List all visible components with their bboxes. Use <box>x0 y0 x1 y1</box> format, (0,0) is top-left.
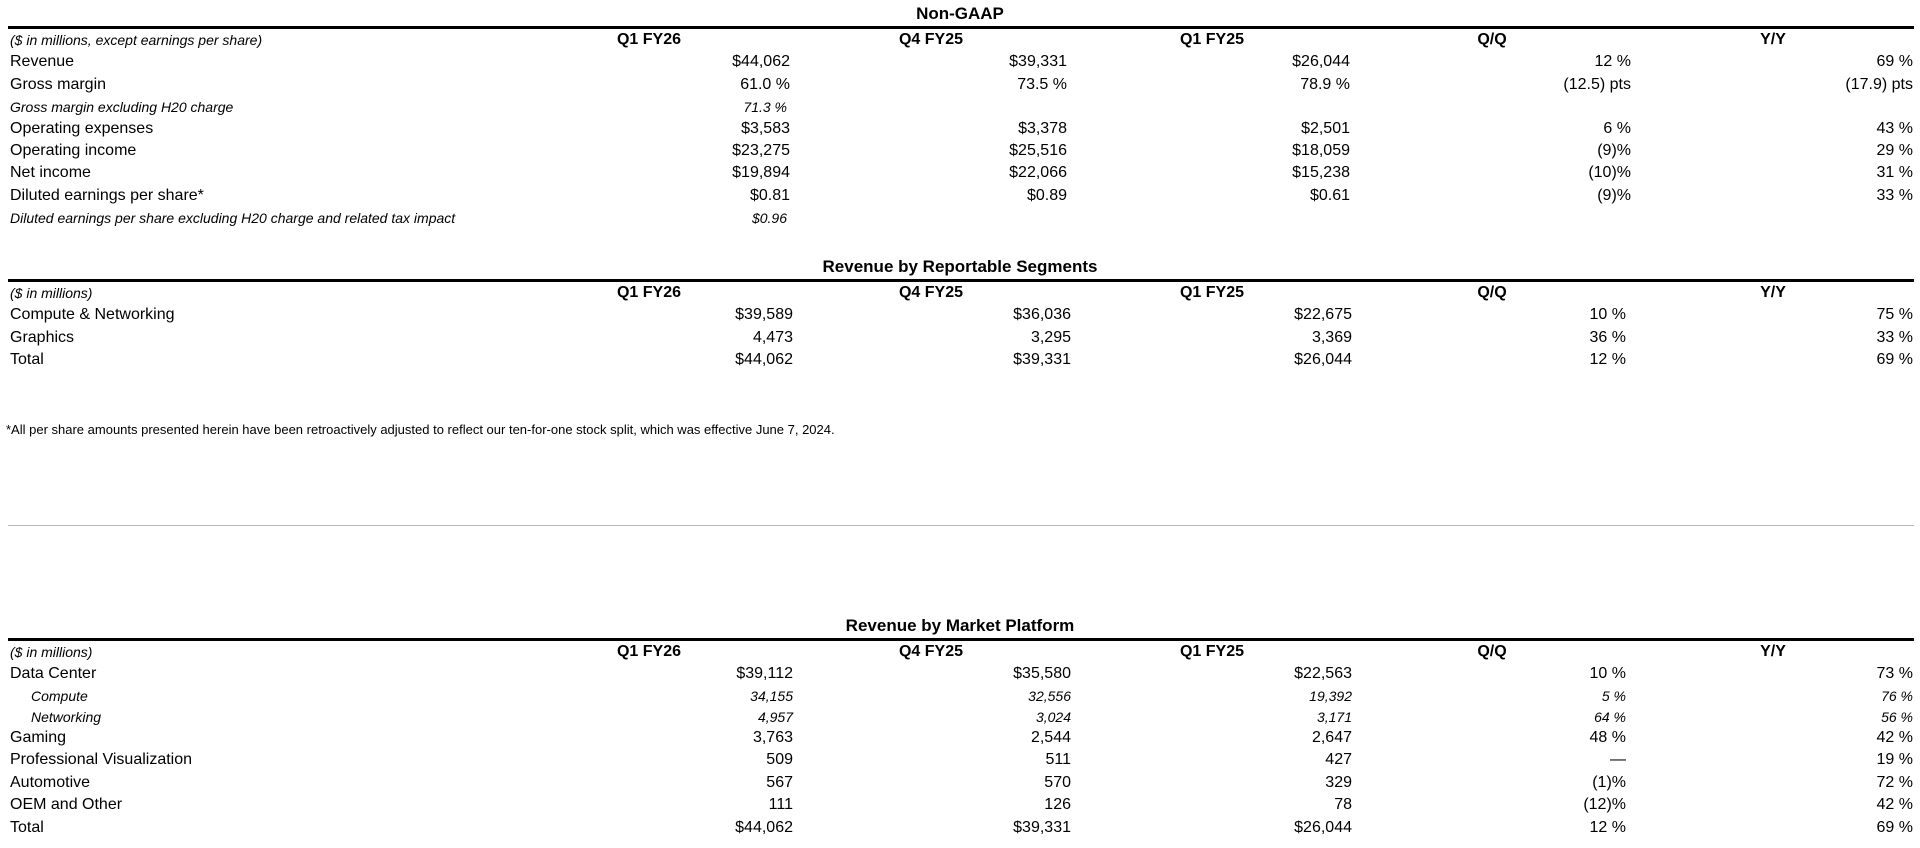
value-q1fy26: $44,062 <box>735 819 793 836</box>
table-row <box>0 74 1920 96</box>
value-q1fy25: $26,044 <box>1292 53 1350 70</box>
value-yy: 69 % <box>1876 819 1913 836</box>
row-label: Gaming <box>10 729 67 746</box>
non-gaap-units-label: ($ in millions, except earnings per share) <box>10 32 263 48</box>
value-q4fy25: 3,024 <box>1035 709 1071 725</box>
non-gaap-header-row <box>0 29 1920 51</box>
value-qq: 10 % <box>1589 306 1626 323</box>
value-q4fy25: 126 <box>1044 796 1071 813</box>
value-q1fy25: 78.9 % <box>1300 76 1350 93</box>
value-q1fy26: $0.96 <box>751 210 787 226</box>
row-label: Data Center <box>10 665 97 682</box>
platform-units-label: ($ in millions) <box>10 644 93 660</box>
row-label: Total <box>10 351 44 368</box>
segments-units-label: ($ in millions) <box>10 285 93 301</box>
value-q1fy26: $23,275 <box>732 142 790 159</box>
column-header-q4fy25: Q4 FY25 <box>898 31 964 48</box>
value-q1fy26: $44,062 <box>735 351 793 368</box>
value-qq: 5 % <box>1601 688 1626 704</box>
value-q1fy25: $22,675 <box>1294 306 1352 323</box>
segments-header-row <box>0 282 1920 304</box>
value-qq: (12.5) pts <box>1563 76 1631 93</box>
value-q1fy26: 509 <box>766 751 793 768</box>
value-q4fy25: 511 <box>1045 751 1071 768</box>
value-q1fy25: $15,238 <box>1292 164 1350 181</box>
platform-header-row <box>0 641 1920 663</box>
row-label: Diluted earnings per share excluding H20 charge and related tax impact <box>10 210 456 226</box>
table-row <box>0 304 1920 326</box>
value-yy: 69 % <box>1876 53 1913 70</box>
value-q1fy26: $44,062 <box>732 53 790 70</box>
value-yy: 43 % <box>1876 120 1913 137</box>
table-row <box>0 772 1920 794</box>
column-header-q1fy26: Q1 FY26 <box>616 643 682 660</box>
value-q1fy25: 427 <box>1325 751 1352 768</box>
row-label: Revenue <box>10 53 75 70</box>
value-q1fy26: 4,957 <box>757 709 793 725</box>
column-header-yy: Y/Y <box>1760 31 1786 48</box>
table-row <box>0 706 1920 728</box>
row-label: Automotive <box>10 774 91 791</box>
row-label: OEM and Other <box>10 796 123 813</box>
value-q1fy26: $19,894 <box>732 164 790 181</box>
value-q4fy25: 32,556 <box>1028 688 1071 704</box>
row-label: Compute & Networking <box>10 306 175 323</box>
table-row <box>0 162 1920 184</box>
value-q1fy25: 2,647 <box>1311 729 1352 746</box>
column-header-qq: Q/Q <box>1477 31 1507 48</box>
value-qq: 12 % <box>1589 819 1626 836</box>
column-header-qq: Q/Q <box>1477 284 1507 301</box>
row-label: Compute <box>31 688 88 704</box>
section-divider <box>8 525 1914 526</box>
value-qq: — <box>1610 751 1626 768</box>
value-q4fy25: $0.89 <box>1026 187 1067 204</box>
row-label: Diluted earnings per share* <box>10 187 204 204</box>
value-yy: 73 % <box>1876 665 1913 682</box>
value-qq: 6 % <box>1603 120 1631 137</box>
value-q4fy25: $36,036 <box>1013 306 1071 323</box>
value-q1fy25: 3,369 <box>1311 329 1352 346</box>
value-qq: 48 % <box>1589 729 1626 746</box>
column-header-q1fy25: Q1 FY25 <box>1179 643 1245 660</box>
table-row <box>0 794 1920 816</box>
table-row <box>0 727 1920 749</box>
value-yy: 29 % <box>1876 142 1913 159</box>
column-header-q1fy26: Q1 FY26 <box>616 31 682 48</box>
value-q1fy25: 3,171 <box>1316 709 1352 725</box>
table-row <box>0 185 1920 207</box>
value-qq: 10 % <box>1589 665 1626 682</box>
value-yy: 75 % <box>1876 306 1913 323</box>
table-row <box>0 817 1920 839</box>
row-label: Graphics <box>10 329 75 346</box>
value-q1fy26: $3,583 <box>741 120 790 137</box>
column-header-q1fy25: Q1 FY25 <box>1179 284 1245 301</box>
row-label: Total <box>10 819 44 836</box>
value-q4fy25: 2,544 <box>1030 729 1071 746</box>
value-q4fy25: $25,516 <box>1009 142 1067 159</box>
value-yy: 76 % <box>1881 688 1913 704</box>
table-row <box>0 327 1920 349</box>
column-header-yy: Y/Y <box>1760 284 1786 301</box>
segments-title: Revenue by Reportable Segments <box>822 257 1098 276</box>
table-row <box>0 207 1920 229</box>
column-header-q4fy25: Q4 FY25 <box>898 643 964 660</box>
value-q1fy25: $2,501 <box>1301 120 1350 137</box>
footnote: *All per share amounts presented herein have been retroactively adjusted to reflect our ten-for-one stock split, which was effective June 7, 2024. <box>6 422 835 437</box>
value-yy: 72 % <box>1876 774 1913 791</box>
value-qq: 12 % <box>1594 53 1631 70</box>
value-yy: 33 % <box>1876 329 1913 346</box>
value-q4fy25: $22,066 <box>1009 164 1067 181</box>
value-q1fy26: 34,155 <box>750 688 793 704</box>
row-label: Operating income <box>10 142 137 159</box>
non-gaap-title: Non-GAAP <box>916 4 1004 23</box>
value-q1fy25: $0.61 <box>1309 187 1350 204</box>
value-yy: 33 % <box>1876 187 1913 204</box>
value-q1fy25: $18,059 <box>1292 142 1350 159</box>
value-q4fy25: $39,331 <box>1013 351 1071 368</box>
value-q4fy25: 570 <box>1044 774 1071 791</box>
value-qq: (12)% <box>1583 796 1626 813</box>
value-q1fy25: $26,044 <box>1294 819 1352 836</box>
platform-title: Revenue by Market Platform <box>845 616 1075 635</box>
value-yy: 31 % <box>1876 164 1913 181</box>
value-q1fy25: $22,563 <box>1294 665 1352 682</box>
value-q1fy26: 61.0 % <box>740 76 790 93</box>
value-qq: (9)% <box>1597 187 1631 204</box>
table-row <box>0 51 1920 73</box>
table-row <box>0 749 1920 771</box>
column-header-yy: Y/Y <box>1760 643 1786 660</box>
value-q1fy25: 19,392 <box>1309 688 1352 704</box>
column-header-q1fy25: Q1 FY25 <box>1179 31 1245 48</box>
value-q4fy25: 73.5 % <box>1017 76 1067 93</box>
value-qq: 12 % <box>1589 351 1626 368</box>
table-row <box>0 140 1920 162</box>
value-yy: 42 % <box>1876 796 1913 813</box>
value-q1fy26: $0.81 <box>749 187 790 204</box>
table-row <box>0 685 1920 707</box>
value-yy: 69 % <box>1876 351 1913 368</box>
column-header-qq: Q/Q <box>1477 643 1507 660</box>
value-q4fy25: $3,378 <box>1018 120 1067 137</box>
row-label: Networking <box>31 709 102 725</box>
value-yy: 42 % <box>1876 729 1913 746</box>
value-q1fy26: $39,589 <box>735 306 793 323</box>
value-q1fy26: 567 <box>766 774 793 791</box>
value-qq: (10)% <box>1588 164 1631 181</box>
table-row <box>0 349 1920 371</box>
value-q1fy26: 4,473 <box>752 329 793 346</box>
table-row <box>0 96 1920 118</box>
value-q1fy25: 329 <box>1325 774 1352 791</box>
row-label: Gross margin excluding H20 charge <box>10 99 234 115</box>
column-header-q4fy25: Q4 FY25 <box>898 284 964 301</box>
value-qq: 36 % <box>1589 329 1626 346</box>
value-q1fy26: 111 <box>768 796 793 813</box>
value-q4fy25: $39,331 <box>1013 819 1071 836</box>
table-row <box>0 663 1920 685</box>
value-q4fy25: $39,331 <box>1009 53 1067 70</box>
value-qq: 64 % <box>1594 709 1626 725</box>
row-label: Operating expenses <box>10 120 154 137</box>
value-q1fy25: 78 <box>1334 796 1352 813</box>
table-row <box>0 118 1920 140</box>
value-q1fy26: $39,112 <box>736 665 793 682</box>
value-q1fy26: 3,763 <box>752 729 793 746</box>
value-q4fy25: $35,580 <box>1013 665 1071 682</box>
row-label: Gross margin <box>10 76 107 93</box>
value-q1fy26: 71.3 % <box>743 99 787 115</box>
value-yy: 19 % <box>1876 751 1913 768</box>
row-label: Net income <box>10 164 91 181</box>
value-qq: (1)% <box>1592 774 1626 791</box>
value-yy: (17.9) pts <box>1845 76 1913 93</box>
value-q1fy25: $26,044 <box>1294 351 1352 368</box>
row-label: Professional Visualization <box>10 751 193 768</box>
value-q4fy25: 3,295 <box>1030 329 1071 346</box>
value-yy: 56 % <box>1881 709 1913 725</box>
value-qq: (9)% <box>1597 142 1631 159</box>
column-header-q1fy26: Q1 FY26 <box>616 284 682 301</box>
